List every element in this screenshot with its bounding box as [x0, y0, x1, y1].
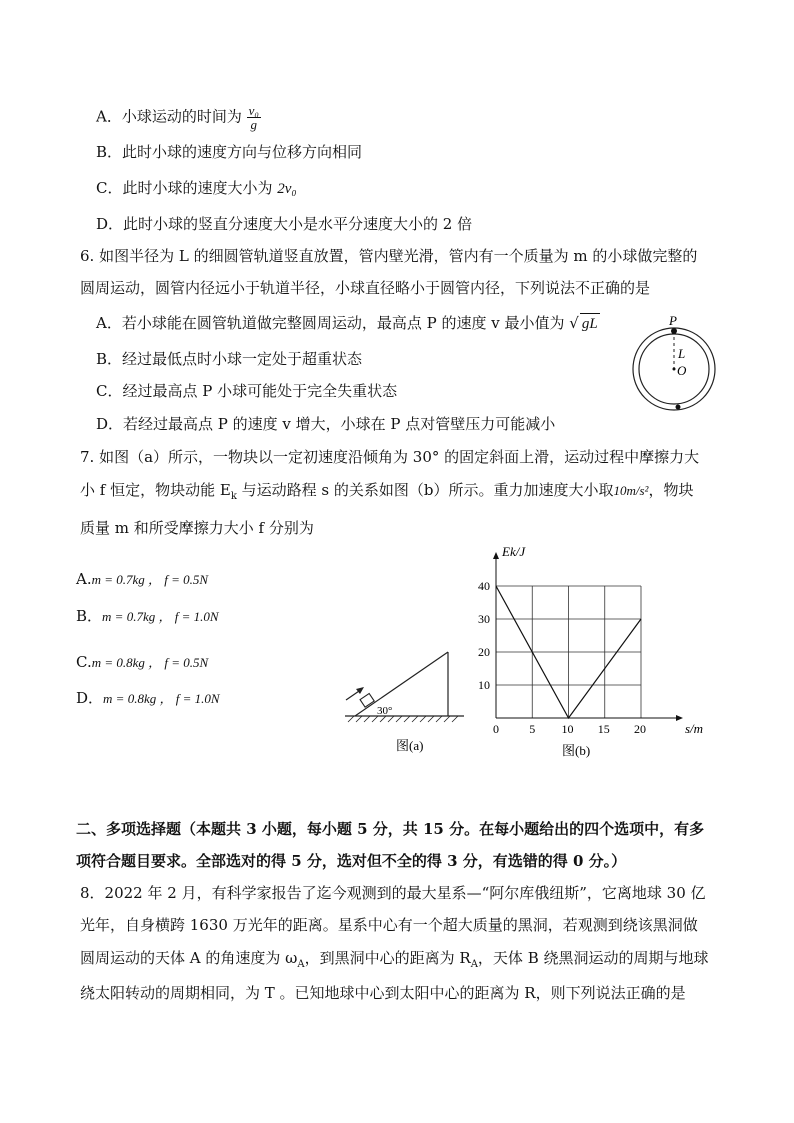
q6-option-b: B．经过最低点时小球一定处于超重状态	[96, 350, 363, 368]
q7-line2-mid: 与运动路程 s 的关系如图（b）所示。重力加速度大小取	[236, 481, 614, 499]
q6-stem-line1: 6. 如图半径为 L 的细圆管轨道竖直放置，管内壁光滑，管内有一个质量为 m 的小球做完整的	[80, 247, 698, 265]
sqrt-icon: √	[569, 314, 579, 332]
q7-stem-line1: 7. 如图（a）所示，一物块以一定初速度沿倾角为 30° 的固定斜面上滑，运动过程中摩擦力大	[80, 448, 700, 466]
q8-stem-line1: 8．2022 年 2 月，有科学家报告了迄今观测到的最大星系—“阿尔库俄纽斯”，它离地球 30 亿	[80, 884, 706, 902]
q6-option-c: C．经过最高点 P 小球可能处于完全失重状态	[96, 382, 398, 400]
fig-b-caption: 图(b)	[562, 743, 591, 758]
fig-a-caption: 图(a)	[396, 738, 424, 753]
fraction-denominator: g	[250, 117, 258, 132]
omega-subscript: A	[297, 959, 305, 970]
q6-circle-figure	[628, 314, 718, 414]
x-tick-label: 20	[634, 722, 646, 736]
incline-slope	[355, 652, 448, 716]
ground-hatch	[348, 716, 458, 722]
option-value: m = 0.8kg ， f = 0.5N	[91, 655, 209, 670]
q5-option-c-text: C．此时小球的速度大小为	[96, 179, 273, 197]
y-tick-label: 40	[478, 579, 490, 593]
q8-stem-line3	[80, 948, 708, 975]
option-label: D．	[76, 689, 104, 707]
option-value: m = 0.7kg ， f = 0.5N	[91, 572, 209, 587]
y-tick-label: 30	[478, 612, 490, 626]
option-value: m = 0.8kg ， f = 1.0N	[103, 691, 220, 706]
x-tick-label: 10	[561, 722, 574, 736]
q7-stem-line3: 质量 m 和所受摩擦力大小 f 分别为	[80, 519, 314, 537]
g-value: 10m/s²	[613, 483, 649, 498]
q5-option-b: B．此时小球的速度方向与位移方向相同	[96, 143, 363, 161]
label-l: L	[678, 346, 686, 361]
chart-axes	[493, 552, 683, 721]
y-axis-arrow-icon	[493, 552, 499, 559]
section2-heading-line1: 二、多项选择题（本题共 3 小题，每小题 5 分，共 15 分。在每小题给出的四个选项中，有多	[76, 820, 705, 838]
q7-line2-end: ，物块	[648, 481, 694, 499]
section2-heading-line2: 项符合题目要求。全部选对的得 5 分，选对但不全的得 3 分，有选错的得 0 分。）	[76, 852, 627, 870]
x-tick-label: 5	[529, 722, 536, 736]
q8-line3-end: ，天体 B 绕黑洞运动的周期与地球	[477, 949, 709, 967]
ball-top	[671, 328, 677, 334]
option-label: B．	[76, 607, 103, 625]
q7-figure-b-chart	[470, 542, 720, 767]
x-tick-label: 0	[493, 722, 499, 736]
angle-label: 30°	[377, 705, 393, 717]
option-label: C.	[76, 653, 92, 671]
q8-line3-prefix: 圆周运动的天体 A 的角速度为 ω	[80, 949, 298, 967]
q8-stem-line4: 绕太阳转动的周期相同，为 T 。已知地球中心到太阳中心的距离为 R，则下列说法正确的是	[80, 984, 686, 1002]
q5-option-a-fraction	[247, 104, 261, 131]
q8-stem-line2: 光年，自身横跨 1630 万光年的距离。星系中心有一个超大质量的黑洞，若观测到绕该黑洞做	[80, 916, 698, 934]
q7-line2-prefix: 小 f 恒定，物块动能 E	[80, 481, 231, 499]
x-axis-label: s/m	[685, 721, 704, 736]
q5-option-a	[96, 104, 261, 131]
q6-option-a	[96, 313, 600, 334]
q5-option-c-value: 2v₀	[277, 181, 297, 197]
fraction-numerator: v₀	[248, 103, 259, 118]
center-point	[673, 368, 676, 371]
q5-option-d: D．此时小球的竖直分速度大小是水平分速度大小的 2 倍	[96, 215, 473, 233]
q7-option-a	[76, 569, 208, 590]
chart-grid	[496, 586, 641, 718]
y-axis-label: Ek/J	[502, 544, 526, 559]
r-subscript: A	[470, 959, 478, 970]
chart-ticks	[478, 579, 646, 736]
y-tick-label: 10	[478, 678, 490, 692]
q7-option-c	[76, 652, 208, 673]
option-value: m = 0.7kg ， f = 1.0N	[102, 609, 219, 624]
q6-option-a-sqrt: gL	[580, 313, 600, 334]
q5-option-a-text: A．小球运动的时间为	[96, 107, 242, 126]
q7-figure-a-incline	[340, 640, 470, 765]
option-label: A.	[76, 570, 92, 588]
label-o: O	[677, 363, 687, 378]
q7-stem-line2	[80, 480, 693, 507]
y-tick-label: 20	[478, 645, 490, 659]
q6-option-d: D．若经过最高点 P 的速度 v 增大，小球在 P 点对管壁压力可能减小	[96, 415, 556, 433]
q6-stem-line2: 圆周运动，圆管内径远小于轨道半径，小球直径略小于圆管内径，下列说法不正确的是	[80, 279, 651, 297]
x-tick-label: 15	[597, 722, 610, 736]
block	[360, 693, 374, 707]
ek-subscript: k	[230, 491, 237, 502]
q5-option-c	[96, 178, 297, 199]
q6-option-a-text: A．若小球能在圆管轨道做完整圆周运动，最高点 P 的速度 v 最小值为	[96, 314, 565, 332]
x-axis-arrow-icon	[676, 715, 683, 721]
ball-bottom	[676, 405, 681, 410]
label-p: P	[669, 314, 677, 328]
q8-line3-mid: ，到黑洞中心的距离为 R	[304, 949, 471, 967]
q7-option-d	[76, 688, 220, 709]
q7-option-b	[76, 606, 219, 627]
